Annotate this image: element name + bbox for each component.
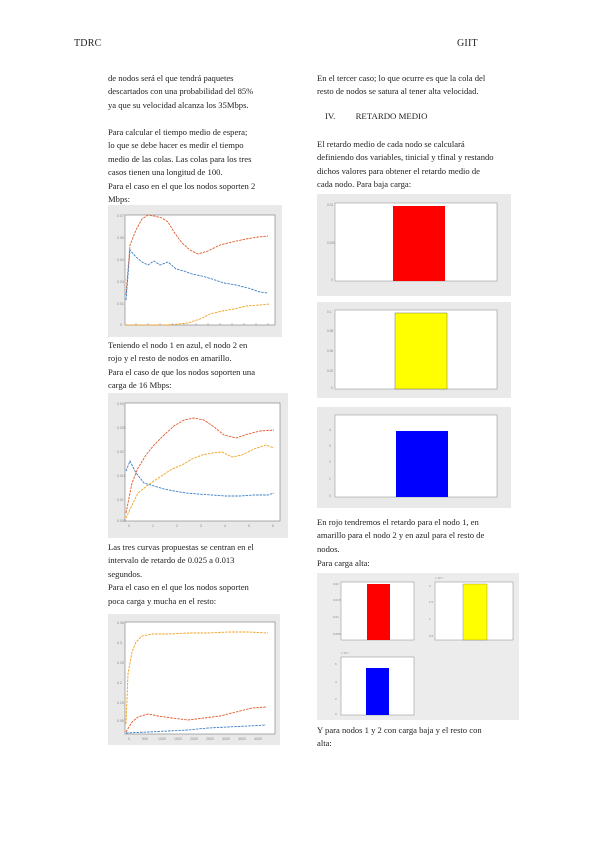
svg-text:0.05: 0.05 <box>117 719 124 723</box>
svg-text:0.5: 0.5 <box>429 634 434 638</box>
svg-text:0.01: 0.01 <box>117 498 124 502</box>
svg-text:x 10⁻³: x 10⁻³ <box>341 651 350 655</box>
section-heading <box>325 111 427 121</box>
svg-text:0.08: 0.08 <box>327 329 334 333</box>
right-paragraph-3: En rojo tendremos el retardo para el nodo 1, en amarillo para el nodo 2 y en azul para el resto de nodos. <box>317 517 485 554</box>
svg-text:1: 1 <box>429 617 431 621</box>
svg-text:2: 2 <box>429 584 431 588</box>
svg-text:0.005: 0.005 <box>333 632 341 636</box>
section-number: IV. <box>325 111 336 121</box>
svg-text:3: 3 <box>329 444 331 448</box>
svg-text:3500: 3500 <box>238 737 246 741</box>
bar-node2 <box>395 313 447 389</box>
svg-text:1500: 1500 <box>174 737 182 741</box>
left-paragraph-3: Teniendo el nodo 1 en azul, el nodo 2 en rojo y el resto de nodos en amarillo. Para el caso de que los nodos soporten una carga de 16 Mbps: <box>108 340 256 391</box>
svg-text:0.15: 0.15 <box>117 701 124 705</box>
svg-text:0: 0 <box>120 323 122 327</box>
bar-high-rest <box>366 668 389 715</box>
bar-rest <box>396 431 448 497</box>
svg-text:5: 5 <box>248 524 250 528</box>
svg-text:0.005: 0.005 <box>117 519 126 523</box>
left-paragraph-2: Para calcular el tiempo medio de espera; lo que se debe hacer es medir el tiempo medio de las colas. Las colas para los tres casos tienen una longitud de 100. Para el caso en el que los nodos soporten 2 Mbps: <box>108 127 256 205</box>
svg-text:4000: 4000 <box>254 737 262 741</box>
line-chart-16mbps <box>108 393 288 538</box>
bar-node1 <box>393 206 445 281</box>
svg-text:0.01: 0.01 <box>333 615 339 619</box>
left-paragraph-1: de nodos será el que tendrá paquetes descartados con una probabilidad del 85% ya que su velocidad alcanza los 35Mbps. <box>108 73 254 110</box>
svg-text:6: 6 <box>335 662 337 666</box>
right-paragraph-2: El retardo medio de cada nodo se calculará definiendo dos variables, tinicial y tfinal y restando dichos valores para obtener el retardo medio de cada nodo. Para baja carga: <box>317 139 494 190</box>
svg-text:2000: 2000 <box>190 737 198 741</box>
bar-chart-low-load-rest <box>317 407 511 508</box>
right-paragraph-1: En el tercer caso; lo que ocurre es que la cola del resto de nodos se satura al tener alta velocidad. <box>317 73 486 97</box>
svg-text:0.02: 0.02 <box>117 450 124 454</box>
svg-text:2: 2 <box>335 697 337 701</box>
bar-high-node1 <box>367 584 390 640</box>
svg-text:0.02: 0.02 <box>333 582 339 586</box>
header-left: TDRC <box>74 38 102 49</box>
svg-text:0: 0 <box>335 712 337 716</box>
svg-text:0.06: 0.06 <box>327 349 334 353</box>
svg-text:4: 4 <box>329 428 331 432</box>
svg-text:3000: 3000 <box>222 737 230 741</box>
header-right: GIIT <box>457 38 478 49</box>
line-chart-mixed-load <box>108 614 280 745</box>
svg-text:4: 4 <box>335 680 337 684</box>
svg-text:1.5: 1.5 <box>429 600 434 604</box>
right-paragraph-4: Para carga alta: <box>317 558 370 568</box>
svg-text:0: 0 <box>329 494 331 498</box>
svg-text:0: 0 <box>128 737 130 741</box>
svg-text:0.015: 0.015 <box>333 598 341 602</box>
bar-high-node2 <box>463 584 487 640</box>
svg-text:0.2: 0.2 <box>117 681 122 685</box>
svg-text:x 10⁻³: x 10⁻³ <box>435 576 444 580</box>
svg-text:1000: 1000 <box>158 737 166 741</box>
svg-text:0.07: 0.07 <box>117 214 124 218</box>
svg-text:4: 4 <box>224 524 226 528</box>
bar-chart-low-load-node2 <box>317 302 511 398</box>
line-chart-2mbps <box>108 205 282 337</box>
svg-text:0.02: 0.02 <box>327 369 334 373</box>
svg-text:0.03: 0.03 <box>117 280 124 284</box>
svg-text:1: 1 <box>329 477 331 481</box>
bar-chart-low-load-node1 <box>317 194 511 296</box>
svg-text:0: 0 <box>331 386 333 390</box>
svg-text:0.25: 0.25 <box>117 661 124 665</box>
svg-text:0.04: 0.04 <box>117 258 124 262</box>
svg-text:0.35: 0.35 <box>117 621 124 625</box>
svg-text:0.005: 0.005 <box>327 241 335 245</box>
svg-text:0.3: 0.3 <box>117 641 122 645</box>
svg-text:0: 0 <box>128 524 130 528</box>
right-paragraph-5: Y para nodos 1 y 2 con carga baja y el resto con alta: <box>317 725 482 749</box>
svg-text:0.03: 0.03 <box>117 402 124 406</box>
left-paragraph-4: Las tres curvas propuestas se centran en el intervalo de retardo de 0.025 a 0.013 segundos. Para el caso en el que los nodos soporten poca carga y mucha en el resto: <box>108 542 254 606</box>
section-title: RETARDO MEDIO <box>355 111 428 121</box>
svg-text:6: 6 <box>272 524 274 528</box>
svg-text:2500: 2500 <box>206 737 214 741</box>
svg-text:2: 2 <box>176 524 178 528</box>
svg-text:1: 1 <box>152 524 154 528</box>
svg-text:0.1: 0.1 <box>327 310 332 314</box>
svg-text:500: 500 <box>142 737 148 741</box>
svg-text:0.05: 0.05 <box>117 236 124 240</box>
svg-text:0: 0 <box>331 278 333 282</box>
svg-text:0.01: 0.01 <box>117 302 124 306</box>
svg-text:0.01: 0.01 <box>327 203 334 207</box>
svg-text:3: 3 <box>200 524 202 528</box>
svg-text:2: 2 <box>329 460 331 464</box>
bar-charts-high-load <box>317 573 519 720</box>
svg-text:0.025: 0.025 <box>117 426 126 430</box>
svg-text:0.015: 0.015 <box>117 474 126 478</box>
